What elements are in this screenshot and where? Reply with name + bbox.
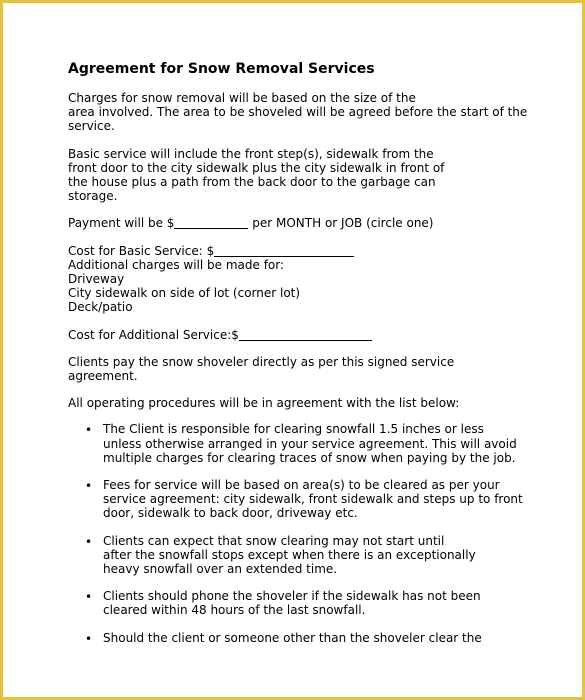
cost-basic-label: Cost for Basic Service: $: [68, 243, 215, 258]
cost-basic-blank-field[interactable]: [214, 244, 354, 257]
bullet-icon: •: [85, 423, 93, 438]
list-item-line: The Client is responsible for clearing snowfall 1.5 inches or less: [103, 422, 484, 437]
payment-blank-field[interactable]: [174, 216, 248, 229]
basic-service-line: Basic service will include the front step(s), sidewalk from the: [68, 146, 434, 161]
intro-line: Charges for snow removal will be based on the size of the: [68, 91, 416, 105]
additional-line: Deck/patio: [68, 300, 133, 315]
list-item-line: multiple charges for clearing traces of snow when paying by the job.: [103, 450, 516, 465]
list-item-line: after the snowfall stops except when there is an exceptionally: [103, 547, 476, 562]
list-item: [68, 589, 528, 617]
basic-service-paragraph: [68, 147, 528, 204]
procedures-list: [68, 422, 528, 644]
payment-line: [68, 216, 528, 230]
additional-line: City sidewalk on side of lot (corner lot): [68, 286, 301, 301]
procedures-intro: All operating procedures will be in agreement with the list below:: [68, 396, 460, 411]
list-item-line: Fees for service will be based on area(s) to be cleared as per your: [103, 478, 500, 493]
document-title: Agreement for Snow Removal Services: [68, 61, 375, 77]
payment-prefix: Payment will be $: [68, 216, 175, 231]
additional-charges-section: [68, 244, 528, 315]
bullet-icon: •: [85, 534, 93, 549]
list-item: [68, 422, 528, 465]
additional-line: Additional charges will be made for:: [68, 257, 285, 272]
cost-additional-blank-field[interactable]: [239, 328, 372, 341]
cost-basic-line: [68, 244, 528, 258]
list-item-line: Clients should phone the shoveler if the sidewalk has not been: [103, 589, 481, 604]
cost-additional-label: Cost for Additional Service:$: [68, 327, 239, 342]
payment-suffix: per MONTH or JOB (circle one): [248, 216, 434, 231]
bullet-icon: •: [85, 479, 93, 494]
intro-paragraph: [68, 91, 528, 134]
intro-line: service.: [68, 119, 115, 134]
clients-pay-line: Clients pay the snow shoveler directly as per this signed service: [68, 354, 455, 369]
cost-additional-line: [68, 328, 528, 342]
document-page: [68, 59, 528, 658]
list-item-line: heavy snowfall over an extended time.: [103, 562, 338, 577]
list-item-line: cleared within 48 hours of the last snowfall.: [103, 603, 366, 618]
list-item-line: door, sidewalk to back door, driveway etc.: [103, 506, 358, 521]
intro-line: area involved. The area to be shoveled will be agreed before the start of the: [68, 105, 528, 120]
list-item-line: service agreement: city sidewalk, front sidewalk and steps up to front: [103, 492, 523, 507]
basic-service-line: storage.: [68, 189, 118, 204]
clients-pay-line: agreement.: [68, 369, 138, 384]
clients-pay-paragraph: [68, 355, 528, 383]
additional-line: Driveway: [68, 272, 125, 287]
list-item-line: Should the client or someone other than the shoveler clear the: [103, 630, 482, 645]
bullet-icon: •: [85, 631, 93, 646]
bullet-icon: •: [85, 590, 93, 605]
list-item-line: Clients can expect that snow clearing may not start until: [103, 533, 445, 548]
list-item-line: unless otherwise arranged in your service agreement. This will avoid: [103, 436, 517, 451]
list-item: [68, 534, 528, 577]
basic-service-line: front door to the city sidewalk plus the city sidewalk in front of: [68, 160, 445, 175]
list-item: [68, 631, 528, 645]
basic-service-line: the house plus a path from the back door to the garbage can: [68, 175, 436, 190]
list-item: [68, 478, 528, 521]
